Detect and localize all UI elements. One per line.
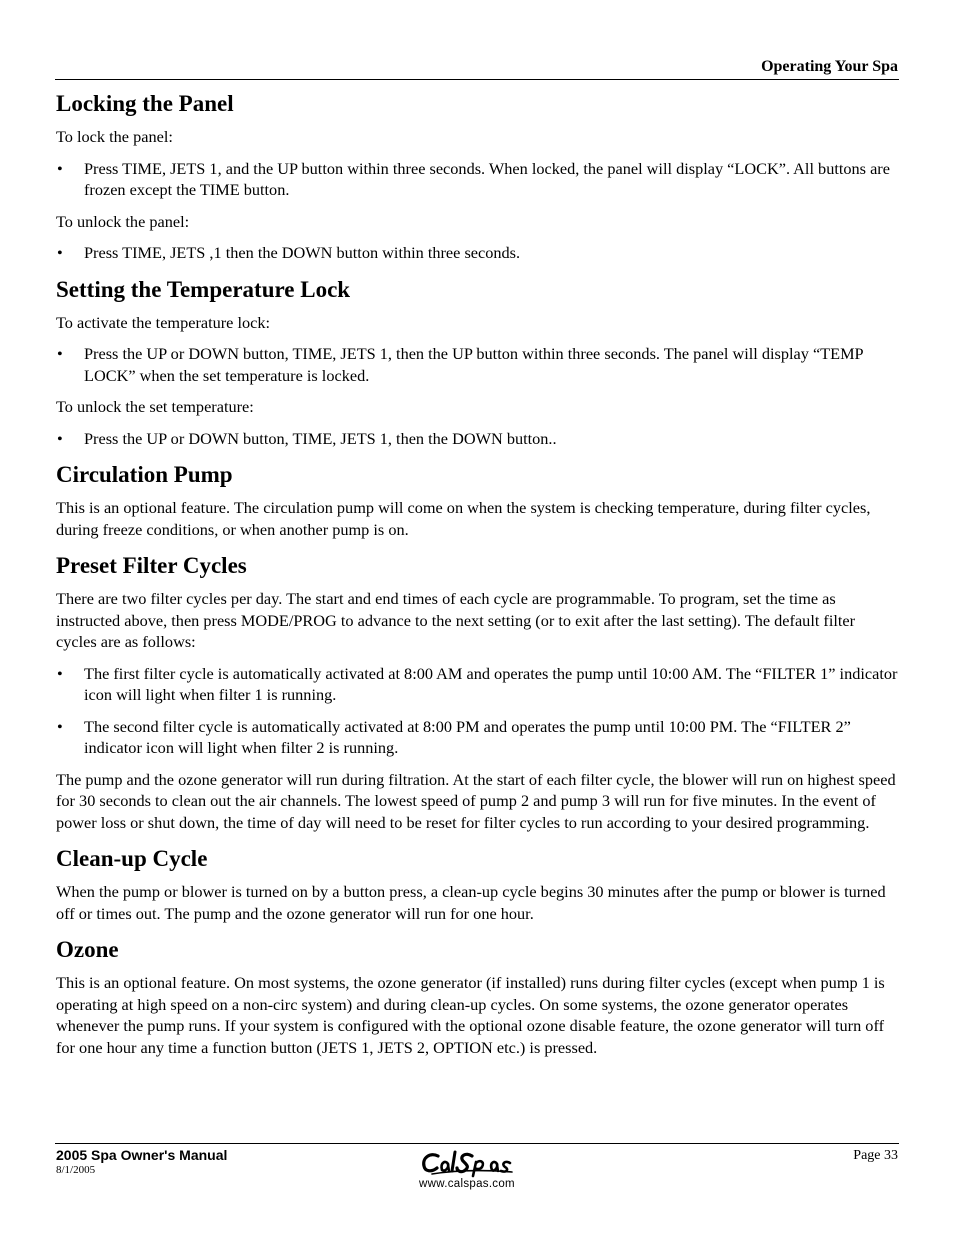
list-item xyxy=(56,242,898,264)
header-divider xyxy=(55,79,899,80)
section-locking-panel xyxy=(56,88,898,264)
bullet-icon: • xyxy=(57,428,63,448)
calspas-logo xyxy=(412,1148,522,1192)
bullet-list xyxy=(56,343,898,386)
logo-url: www.calspas.com xyxy=(419,1178,515,1190)
bullet-icon: • xyxy=(57,344,63,363)
bullet-list xyxy=(56,242,898,264)
footer-manual-title: 2005 Spa Owner's Manual xyxy=(56,1147,228,1163)
paragraph: To unlock the set temperature: xyxy=(56,397,254,416)
section-ozone xyxy=(56,934,898,1058)
list-item-text: Press the UP or DOWN button, TIME, JETS 1, then the UP button within three seconds. The panel will display “TEMP LOCK” when the set temperature is locked. xyxy=(84,344,864,385)
paragraph: This is an optional feature. On most systems, the ozone generator (if installed) runs during filter cycles (except when pump 1 is operating at high speed on a non-circ system) and during clean-up cycles. On some systems, the ozone generator operates whenever the pump runs. If your system is configured with the optional ozone disable feature, the ozone generator will turn off for one hour any time a function button (JETS 1, JETS 2, OPTION etc.) is pressed. xyxy=(56,973,885,1057)
list-item xyxy=(56,663,898,706)
section-temperature-lock xyxy=(56,274,898,450)
list-item xyxy=(56,158,898,201)
list-item-text: Press TIME, JETS ,1 then the DOWN button within three seconds. xyxy=(84,243,521,262)
paragraph: This is an optional feature. The circulation pump will come on when the system is checking temperature, during filter cycles, during freeze conditions, or when another pump is on. xyxy=(56,498,871,539)
section-heading: Setting the Temperature Lock xyxy=(56,276,351,302)
paragraph: There are two filter cycles per day. The start and end times of each cycle are programmable. To program, set the time as instructed above, then press MODE/PROG to advance to the next setting (or to exit after the last setting). The default filter cycles are as follows: xyxy=(56,589,856,651)
section-clean-up-cycle xyxy=(56,843,898,924)
calspas-logo-icon xyxy=(412,1148,522,1178)
list-item-text: Press TIME, JETS 1, and the UP button within three seconds. When locked, the panel will display “LOCK”. All buttons are frozen except the TIME button. xyxy=(84,158,890,199)
bullet-list xyxy=(56,428,898,450)
section-heading: Circulation Pump xyxy=(56,462,233,487)
bullet-icon: • xyxy=(57,243,63,262)
bullet-icon: • xyxy=(57,158,63,178)
page-number: Page 33 xyxy=(853,1148,898,1163)
bullet-list xyxy=(56,158,898,201)
section-heading: Locking the Panel xyxy=(56,91,234,116)
bullet-icon: • xyxy=(57,716,63,736)
running-header: Operating Your Spa xyxy=(761,58,898,75)
list-item-text: Press the UP or DOWN button, TIME, JETS 1, then the DOWN button.. xyxy=(84,428,557,448)
list-item xyxy=(56,343,898,386)
section-circulation-pump xyxy=(56,459,898,540)
list-item xyxy=(56,428,898,450)
list-item-text: The first filter cycle is automatically activated at 8:00 AM and operates the pump until 10:00 AM. The “FILTER 1” indicator icon will light when filter 1 is running. xyxy=(84,663,898,704)
bullet-icon: • xyxy=(57,663,63,683)
section-heading: Preset Filter Cycles xyxy=(56,553,247,578)
list-item-text: The second filter cycle is automatically activated at 8:00 PM and operates the pump until 10:00 PM. The “FILTER 2” indicator icon will light when filter 2 is running. xyxy=(84,716,851,757)
paragraph: To lock the panel: xyxy=(56,127,173,146)
paragraph: To activate the temperature lock: xyxy=(56,312,271,332)
list-item xyxy=(56,716,898,759)
bullet-list xyxy=(56,663,898,759)
section-heading: Clean-up Cycle xyxy=(56,846,208,871)
paragraph: To unlock the panel: xyxy=(56,211,190,231)
footer-date: 8/1/2005 xyxy=(56,1164,96,1176)
page-content xyxy=(56,88,898,1068)
paragraph: The pump and the ozone generator will run during filtration. At the start of each filter cycle, the blower will run on highest speed for 30 seconds to clean out the air channels. The lowest speed of pump 2 and pump 3 will run for five minutes. In the event of power loss or shut down, the time of day will need to be reset for filter cycles to run according to your desired programming. xyxy=(56,769,896,832)
section-preset-filter-cycles xyxy=(56,550,898,833)
section-heading: Ozone xyxy=(56,937,119,962)
footer-divider xyxy=(55,1143,899,1144)
paragraph: When the pump or blower is turned on by a button press, a clean-up cycle begins 30 minutes after the pump or blower is turned off or times out. The pump and the ozone generator will run for one hour. xyxy=(56,882,886,923)
